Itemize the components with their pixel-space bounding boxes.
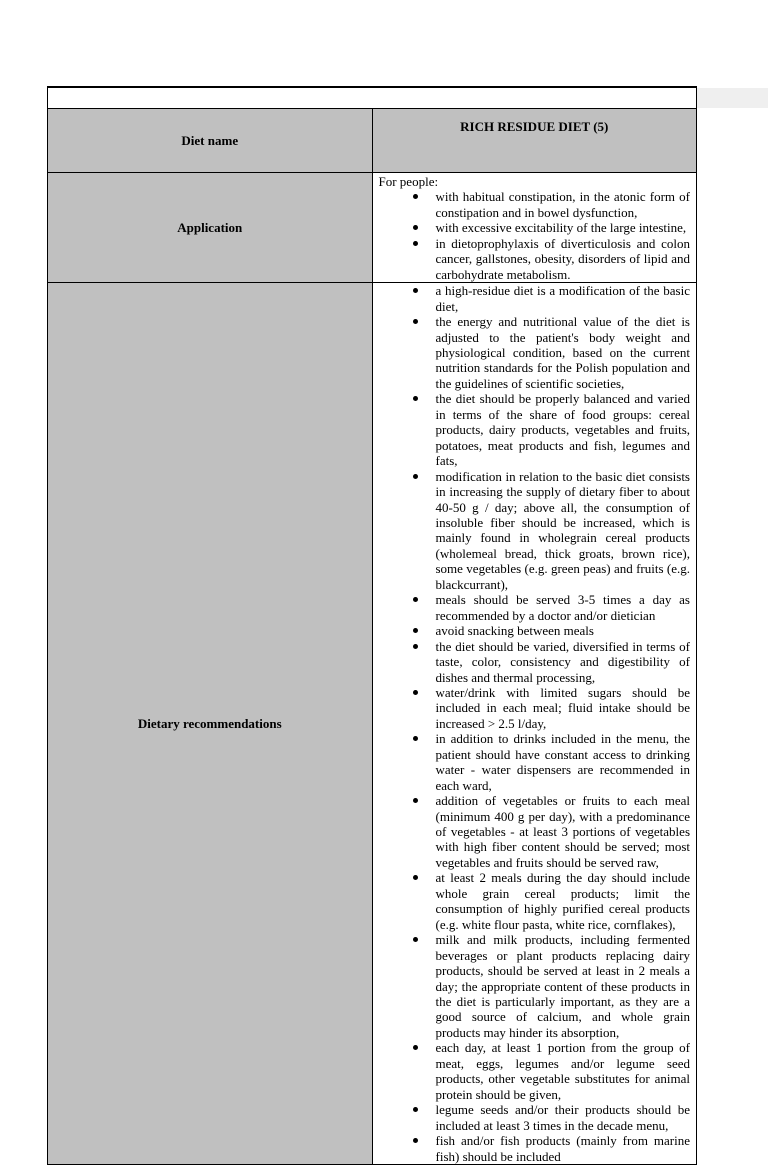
list-item-text: at least 2 meals during the day should include whole grain cereal products; limit the consumption of highly purified cereal products (e.g. white flour pasta, white rice, cornflakes), xyxy=(435,870,690,932)
diet-name-label: Diet name xyxy=(48,109,373,173)
bullet-icon xyxy=(413,937,418,942)
diet-table xyxy=(47,86,697,1165)
background-strip xyxy=(697,88,768,108)
bullet-icon xyxy=(413,798,418,803)
list-item xyxy=(436,731,691,793)
list-item-text: the diet should be properly balanced and varied in terms of the share of food groups: cereal products, dairy products, vegetables and fruits, potatoes, meat products and fish, legumes and fats, xyxy=(435,391,690,469)
bullet-icon xyxy=(413,875,418,880)
dietary-recommendations-label: Dietary recommendations xyxy=(48,283,373,1165)
list-item xyxy=(436,469,691,593)
list-item-text: the diet should be varied, diversified in terms of taste, color, consistency and digestibility of dishes and thermal processing, xyxy=(435,638,690,685)
list-item-text: a high-residue diet is a modification of the basic diet, xyxy=(435,283,690,314)
list-item xyxy=(436,220,691,235)
list-item-text: with excessive excitability of the large intestine, xyxy=(435,220,687,236)
recommendations-list xyxy=(379,283,691,1164)
list-item-text: legume seeds and/or their products should be included at least 3 times in the decade menu, xyxy=(435,1102,690,1133)
bullet-icon xyxy=(413,241,418,246)
bullet-icon xyxy=(413,319,418,324)
list-item xyxy=(436,1102,691,1133)
bullet-icon xyxy=(413,1107,418,1112)
dietary-recommendations-content xyxy=(372,283,697,1165)
list-item xyxy=(436,592,691,623)
list-item-text: the energy and nutritional value of the diet is adjusted to the patient's body weight and physiological condition, based on the current nutrition standards for the Polish population and the guidelines of scientific societies, xyxy=(435,314,690,391)
application-row xyxy=(48,173,697,283)
bullet-icon xyxy=(413,1045,418,1050)
list-item-text: modification in relation to the basic diet consists in increasing the supply of dietary fiber to about 40-50 g / day; above all, the consumption of insoluble fiber should be increased, which is mainly found in wholegrain cereal products (wholemeal bread, thick groats, brown rice), some vegetables (e.g. green peas) and fruits (e.g. blackcurrant), xyxy=(435,468,690,592)
list-item xyxy=(436,189,691,220)
list-item-text: each day, at least 1 portion from the group of meat, eggs, legumes and/or legume seed products, other vegetable substitutes for animal protein should be given, xyxy=(435,1040,690,1102)
bullet-icon xyxy=(413,474,418,479)
bullet-icon xyxy=(413,225,418,230)
diet-name-value: RICH RESIDUE DIET (5) xyxy=(372,109,697,173)
application-intro: For people: xyxy=(378,174,439,189)
bullet-icon xyxy=(413,628,418,633)
list-item-text: water/drink with limited sugars should be included in each meal; fluid intake should be increased > 2.5 l/day, xyxy=(435,684,690,731)
list-item xyxy=(436,283,691,314)
list-item xyxy=(436,639,691,685)
list-item-text: in dietoprophylaxis of diverticulosis and colon cancer, gallstones, obesity, disorders of lipid and carbohydrate metabolism. xyxy=(435,235,690,282)
dietary-recommendations-row xyxy=(48,283,697,1165)
diet-name-row xyxy=(48,109,697,173)
bullet-icon xyxy=(413,644,418,649)
bullet-icon xyxy=(413,736,418,741)
table-top-row xyxy=(48,87,697,109)
list-item xyxy=(436,314,691,391)
list-item xyxy=(436,870,691,932)
list-item xyxy=(436,623,691,638)
application-list xyxy=(379,189,691,282)
top-blank-cell xyxy=(48,87,697,109)
bullet-icon xyxy=(413,597,418,602)
list-item-text: with habitual constipation, in the atonic form of constipation and in bowel dysfunction, xyxy=(435,189,690,220)
list-item-text: fish and/or fish products (mainly from marine fish) should be included xyxy=(435,1133,690,1164)
list-item-text: avoid snacking between meals xyxy=(435,623,594,639)
list-item-text: meals should be served 3-5 times a day as recommended by a doctor and/or dietician xyxy=(435,592,690,623)
list-item xyxy=(436,1040,691,1102)
bullet-icon xyxy=(413,396,418,401)
list-item xyxy=(436,391,691,468)
list-item xyxy=(436,1133,691,1164)
list-item xyxy=(436,685,691,731)
list-item xyxy=(436,793,691,870)
list-item xyxy=(436,932,691,1040)
list-item-text: in addition to drinks included in the menu, the patient should have constant access to drinking water - water dispensers are recommended in each ward, xyxy=(435,731,690,793)
list-item-text: addition of vegetables or fruits to each meal (minimum 400 g per day), with a predominance of vegetables - at least 3 portions of vegetables with high fiber content should be served; most vegetables and fruits should be served raw, xyxy=(435,793,690,870)
bullet-icon xyxy=(413,1138,418,1143)
bullet-icon xyxy=(413,194,418,199)
application-label: Application xyxy=(48,173,373,283)
list-item-text: milk and milk products, including fermented beverages or plant products replacing dairy products, should be served at least in 2 meals a day; the appropriate content of these products in the diet is particularly important, as they are a good source of calcium, and whole grain products may hinder its absorption, xyxy=(435,932,690,1040)
bullet-icon xyxy=(413,288,418,293)
application-content xyxy=(372,173,697,283)
bullet-icon xyxy=(413,690,418,695)
list-item xyxy=(436,236,691,282)
